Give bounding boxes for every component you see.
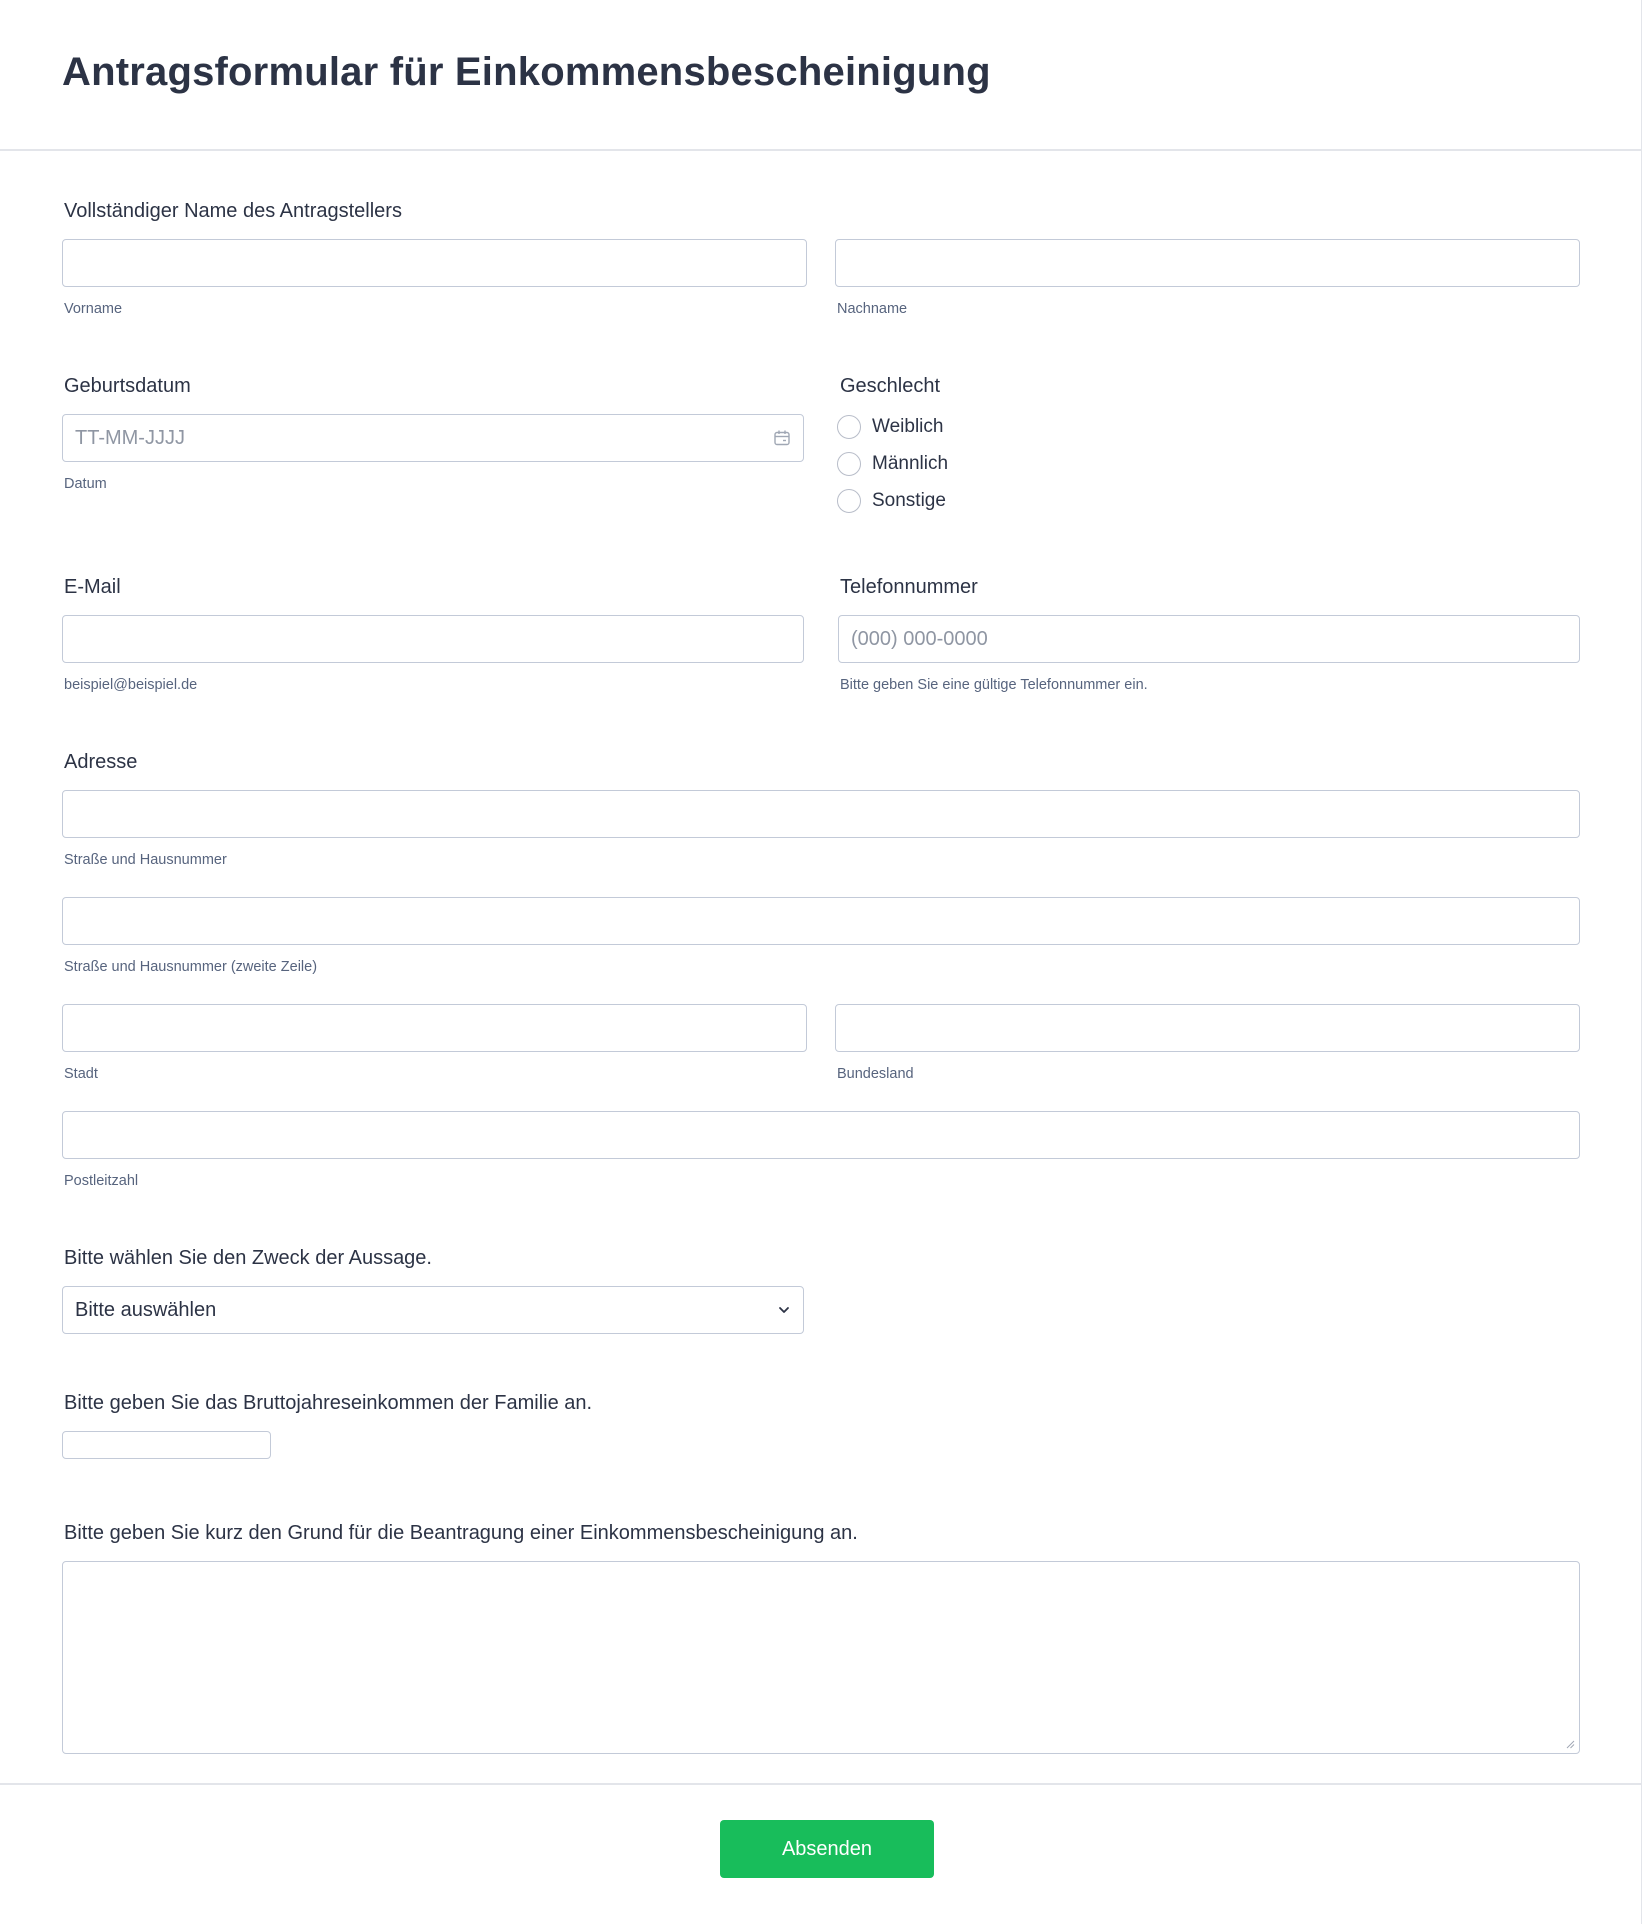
first-name-sublabel: Vorname <box>64 301 123 317</box>
phone-placeholder: (000) 000-0000 <box>851 627 988 650</box>
radio-button[interactable] <box>837 452 861 476</box>
street-input[interactable] <box>62 790 1580 838</box>
birthdate-sublabel: Datum <box>64 476 107 492</box>
gender-option-sonstige[interactable] <box>837 489 946 513</box>
first-name-input[interactable] <box>62 239 807 287</box>
birthdate-placeholder: TT-MM-JJJJ <box>75 426 185 449</box>
purpose-select[interactable] <box>62 1286 804 1334</box>
phone-label: Telefonnummer <box>840 576 978 598</box>
birthdate-label: Geburtsdatum <box>64 375 191 397</box>
phone-sublabel: Bitte geben Sie eine gültige Telefonnummer ein. <box>840 677 1148 693</box>
last-name-input[interactable] <box>835 239 1580 287</box>
reason-textarea[interactable] <box>62 1561 1580 1754</box>
city-input[interactable] <box>62 1004 807 1052</box>
state-sublabel: Bundesland <box>837 1066 914 1082</box>
form-title: Antragsformular für Einkommensbescheinigung <box>62 50 991 94</box>
birthdate-input[interactable] <box>62 414 804 462</box>
chevron-down-icon <box>777 1303 791 1317</box>
form-header <box>0 0 1642 151</box>
radio-button[interactable] <box>837 489 861 513</box>
purpose-label: Bitte wählen Sie den Zweck der Aussage. <box>64 1247 432 1269</box>
reason-label: Bitte geben Sie kurz den Grund für die Beantragung einer Einkommensbescheinigung an. <box>64 1522 858 1544</box>
purpose-selected-value: Bitte auswählen <box>75 1298 217 1321</box>
income-input[interactable] <box>62 1431 271 1459</box>
gender-option-label: Weiblich <box>872 416 944 437</box>
last-name-sublabel: Nachname <box>837 301 908 317</box>
zip-input[interactable] <box>62 1111 1580 1159</box>
calendar-icon[interactable] <box>773 429 791 447</box>
street-line2-sublabel: Straße und Hausnummer (zweite Zeile) <box>64 959 318 975</box>
street-sublabel: Straße und Hausnummer <box>64 852 227 868</box>
gender-option-maennlich[interactable] <box>837 452 948 476</box>
gender-option-weiblich[interactable] <box>837 415 943 439</box>
email-label: E-Mail <box>64 576 121 598</box>
gender-option-label: Sonstige <box>872 490 946 511</box>
gender-label: Geschlecht <box>840 375 941 397</box>
resize-handle-icon[interactable] <box>1565 1739 1575 1749</box>
income-label: Bitte geben Sie das Bruttojahreseinkommen der Familie an. <box>64 1392 593 1414</box>
gender-option-label: Männlich <box>872 453 949 474</box>
radio-button[interactable] <box>837 415 861 439</box>
email-input[interactable] <box>62 615 804 663</box>
email-sublabel: beispiel@beispiel.de <box>64 677 198 693</box>
phone-input[interactable] <box>838 615 1580 663</box>
city-sublabel: Stadt <box>64 1066 98 1082</box>
submit-button[interactable]: Absenden <box>720 1820 934 1878</box>
street-line2-input[interactable] <box>62 897 1580 945</box>
state-input[interactable] <box>835 1004 1580 1052</box>
zip-sublabel: Postleitzahl <box>64 1173 139 1189</box>
address-label: Adresse <box>64 751 138 773</box>
name-label: Vollständiger Name des Antragstellers <box>64 200 402 222</box>
